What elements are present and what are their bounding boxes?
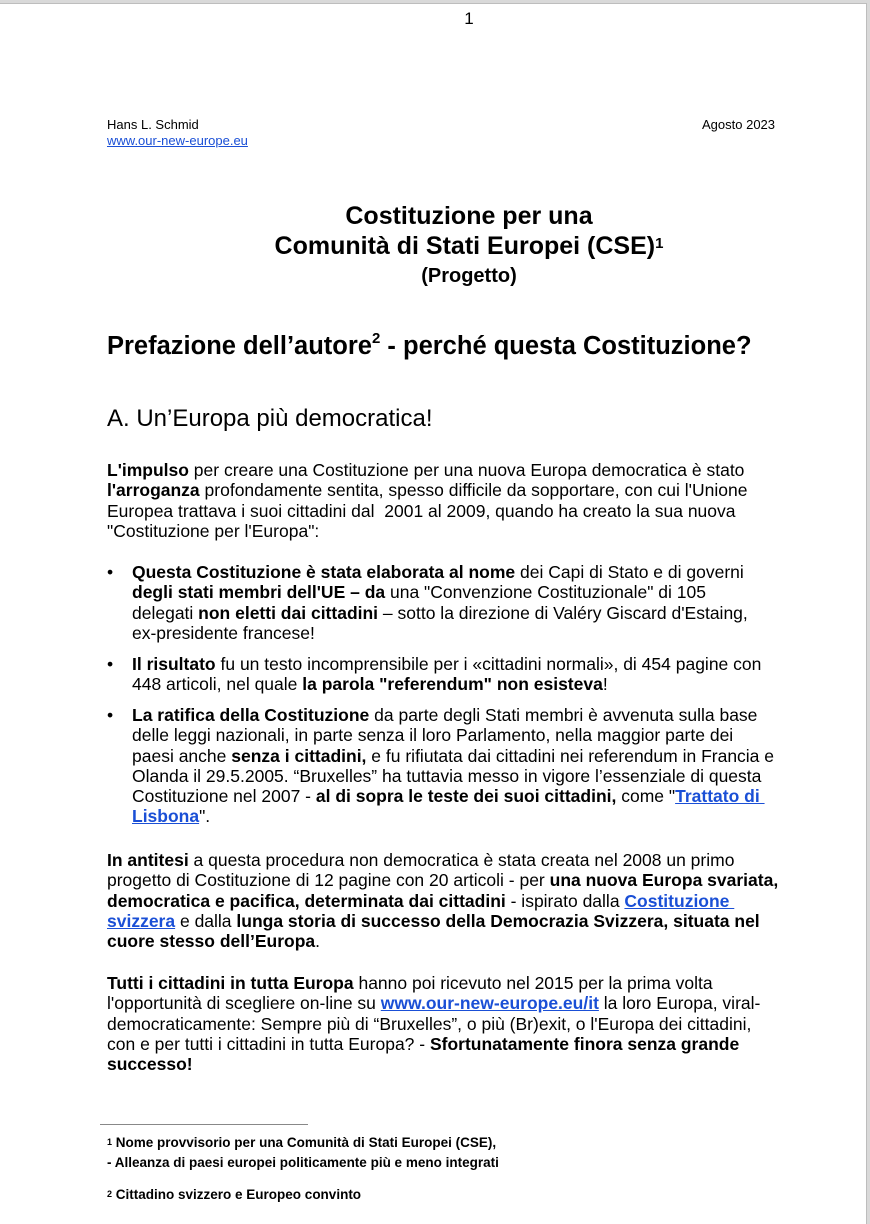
text-line xyxy=(107,1054,760,1074)
bullet-marker: • xyxy=(107,654,114,674)
footnote-ref-2[interactable]: 2 xyxy=(372,330,381,347)
bold-text: Tutti i cittadini in tutta Europa xyxy=(107,973,354,993)
text-segment: ex-presidente francese! xyxy=(132,622,315,643)
text-line xyxy=(132,705,774,725)
bold-text: Il risultato xyxy=(132,654,216,674)
text-segment: e dalla xyxy=(175,910,237,931)
author-name: Hans L. Schmid xyxy=(107,117,199,132)
bold-text: In antitesi xyxy=(107,850,189,870)
text-segment: per creare una Costituzione per una nuova Europa democratica è stato xyxy=(188,460,745,480)
text-segment: una "Convenzione Costituzionale" di 105 xyxy=(385,582,706,603)
text-segment: dei Capi di Stato e di governi xyxy=(515,562,744,582)
hyperlink[interactable]: svizzera xyxy=(107,910,176,931)
title-line-2: Comunità di Stati Europei (CSE) xyxy=(274,232,656,260)
bullet-marker: • xyxy=(107,705,114,725)
text-line xyxy=(107,911,778,931)
text-segment: profondamente sentita, spesso difficile da sopportare, con cui l'Unione xyxy=(199,480,748,501)
bold-text: l'arroganza xyxy=(107,480,200,501)
text-segment: ". xyxy=(199,806,211,827)
bold-text: successo! xyxy=(107,1054,193,1075)
bold-text: non eletti dai cittadini xyxy=(198,602,379,623)
text-line xyxy=(132,623,748,643)
bold-text: Sfortunatamente finora senza grande xyxy=(429,1033,740,1054)
paragraph-antithesis xyxy=(107,850,778,951)
text-segment: democraticamente: Sempre più di “Bruxelles”, o più (Br)exit, o l'Europa dei cittadini, xyxy=(107,1013,752,1034)
text-segment: "Costituzione per l'Europa": xyxy=(107,520,320,541)
text-line xyxy=(107,480,747,500)
document-title xyxy=(0,201,870,291)
text-segment: l'opportunità di scegliere on-line su xyxy=(107,993,381,1014)
text-line xyxy=(107,973,760,993)
bold-text: Questa Costituzione è stata elaborata al nome xyxy=(132,562,516,582)
text-segment: a questa procedura non democratica è stata creata nel 2008 un primo xyxy=(188,850,735,870)
text-line xyxy=(107,931,778,951)
paragraph-impulse xyxy=(107,460,747,541)
text-line xyxy=(132,582,748,602)
text-line xyxy=(132,562,748,582)
bullet-text xyxy=(132,654,761,695)
text-segment: la loro Europa, viral- xyxy=(598,993,761,1014)
text-line xyxy=(132,654,761,674)
text-segment: delle leggi nazionali, in parte senza il loro Parlamento, nella maggior parte dei xyxy=(132,725,734,746)
text-line xyxy=(107,1034,760,1054)
preface-heading-text: Prefazione dell’autore xyxy=(107,332,372,360)
bullet-text xyxy=(132,562,748,643)
footnote-text: Nome provvisorio per una Comunità di Stati Europei (CSE), xyxy=(115,1135,497,1150)
bold-text: al di sopra le teste dei suoi cittadini, xyxy=(315,786,617,807)
hyperlink[interactable]: Costituzione xyxy=(624,890,735,911)
text-segment: Olanda il 29.5.2005. “Bruxelles” ha tuttavia messo in vigore l’essenziale di questa xyxy=(132,765,762,786)
footnote-number: 2 xyxy=(107,1189,113,1199)
text-line xyxy=(132,725,774,745)
bold-text: una nuova Europa svariata, xyxy=(549,870,779,891)
text-segment: e fu rifiutata dai cittadini nei referendum in Francia e xyxy=(366,745,775,766)
text-line xyxy=(107,993,760,1013)
author-block xyxy=(107,117,248,149)
paragraph-citizens xyxy=(107,973,760,1074)
text-line xyxy=(107,850,778,870)
footnote-number: 1 xyxy=(107,1137,113,1147)
bold-text: L'impulso xyxy=(107,460,189,480)
text-line xyxy=(107,501,747,521)
text-segment: Europea trattava i suoi cittadini dal 2001 al 2009, quando ha creato la sua nuova xyxy=(107,500,736,521)
text-segment: – sotto la direzione di Valéry Giscard d'Estaing, xyxy=(378,602,748,623)
preface-heading xyxy=(107,332,752,361)
text-segment: con e per tutti i cittadini in tutta Europa? - xyxy=(107,1033,430,1054)
bold-text: lunga storia di successo della Democrazia Svizzera, situata nel xyxy=(236,910,760,931)
text-segment: paesi anche xyxy=(132,745,232,766)
text-segment: fu un testo incomprensibile per i «cittadini normali», di 454 pagine con xyxy=(215,654,762,674)
footnote-text: Cittadino svizzero e Europeo convinto xyxy=(115,1187,362,1202)
text-segment: - ispirato dalla xyxy=(505,890,625,911)
text-line xyxy=(107,460,747,480)
page-number: 1 xyxy=(464,9,474,28)
bold-text: cuore stesso dell’Europa xyxy=(107,931,316,952)
title-line-3: (Progetto) xyxy=(421,265,517,287)
text-line xyxy=(132,806,774,826)
text-segment: ! xyxy=(602,674,608,695)
bullet-marker: • xyxy=(107,562,114,582)
footnote-ref-1[interactable]: 1 xyxy=(655,235,664,252)
bold-text: degli stati membri dell'UE – da xyxy=(132,582,386,603)
text-line xyxy=(132,674,761,694)
hyperlink[interactable]: Lisbona xyxy=(132,806,200,827)
section-heading: A. Un’Europa più democratica! xyxy=(107,405,433,432)
text-segment: delegati xyxy=(132,602,199,623)
text-line xyxy=(132,603,748,623)
bullet-text xyxy=(132,705,774,827)
text-segment: . xyxy=(315,931,320,952)
text-line xyxy=(132,746,774,766)
footnote-divider xyxy=(100,1124,308,1125)
bold-text: la parola "referendum" non esisteva xyxy=(302,674,603,695)
text-segment: da parte degli Stati membri è avvenuta sulla base xyxy=(369,705,758,725)
document-date: Agosto 2023 xyxy=(702,117,776,132)
footnote-2 xyxy=(107,1185,361,1205)
text-segment: 448 articoli, nel quale xyxy=(132,674,303,695)
footnote-text: - Alleanza di paesi europei politicamente più e meno integrati xyxy=(107,1155,499,1170)
text-line xyxy=(132,766,774,786)
website-link[interactable]: www.our-new-europe.eu xyxy=(107,133,248,148)
hyperlink[interactable]: Trattato di xyxy=(675,786,765,807)
text-line xyxy=(107,891,778,911)
title-line-1: Costituzione per una xyxy=(345,202,593,230)
text-line xyxy=(107,870,778,890)
bold-text: democratica e pacifica, determinata dai cittadini xyxy=(107,890,506,911)
document-page xyxy=(0,3,867,1224)
text-line xyxy=(107,521,747,541)
text-segment: hanno poi ricevuto nel 2015 per la prima volta xyxy=(353,973,713,993)
text-segment: come " xyxy=(616,786,676,807)
hyperlink[interactable]: www.our-new-europe.eu/it xyxy=(380,993,599,1014)
text-line xyxy=(132,786,774,806)
footnote-1 xyxy=(107,1133,499,1173)
preface-heading-text-2: - perché questa Costituzione? xyxy=(380,332,752,360)
text-segment: progetto di Costituzione di 12 pagine con 20 articoli - per xyxy=(107,870,550,891)
bold-text: La ratifica della Costituzione xyxy=(132,705,370,725)
text-line xyxy=(107,1014,760,1034)
text-segment: Costituzione nel 2007 - xyxy=(132,786,316,807)
bold-text: senza i cittadini, xyxy=(231,745,367,766)
